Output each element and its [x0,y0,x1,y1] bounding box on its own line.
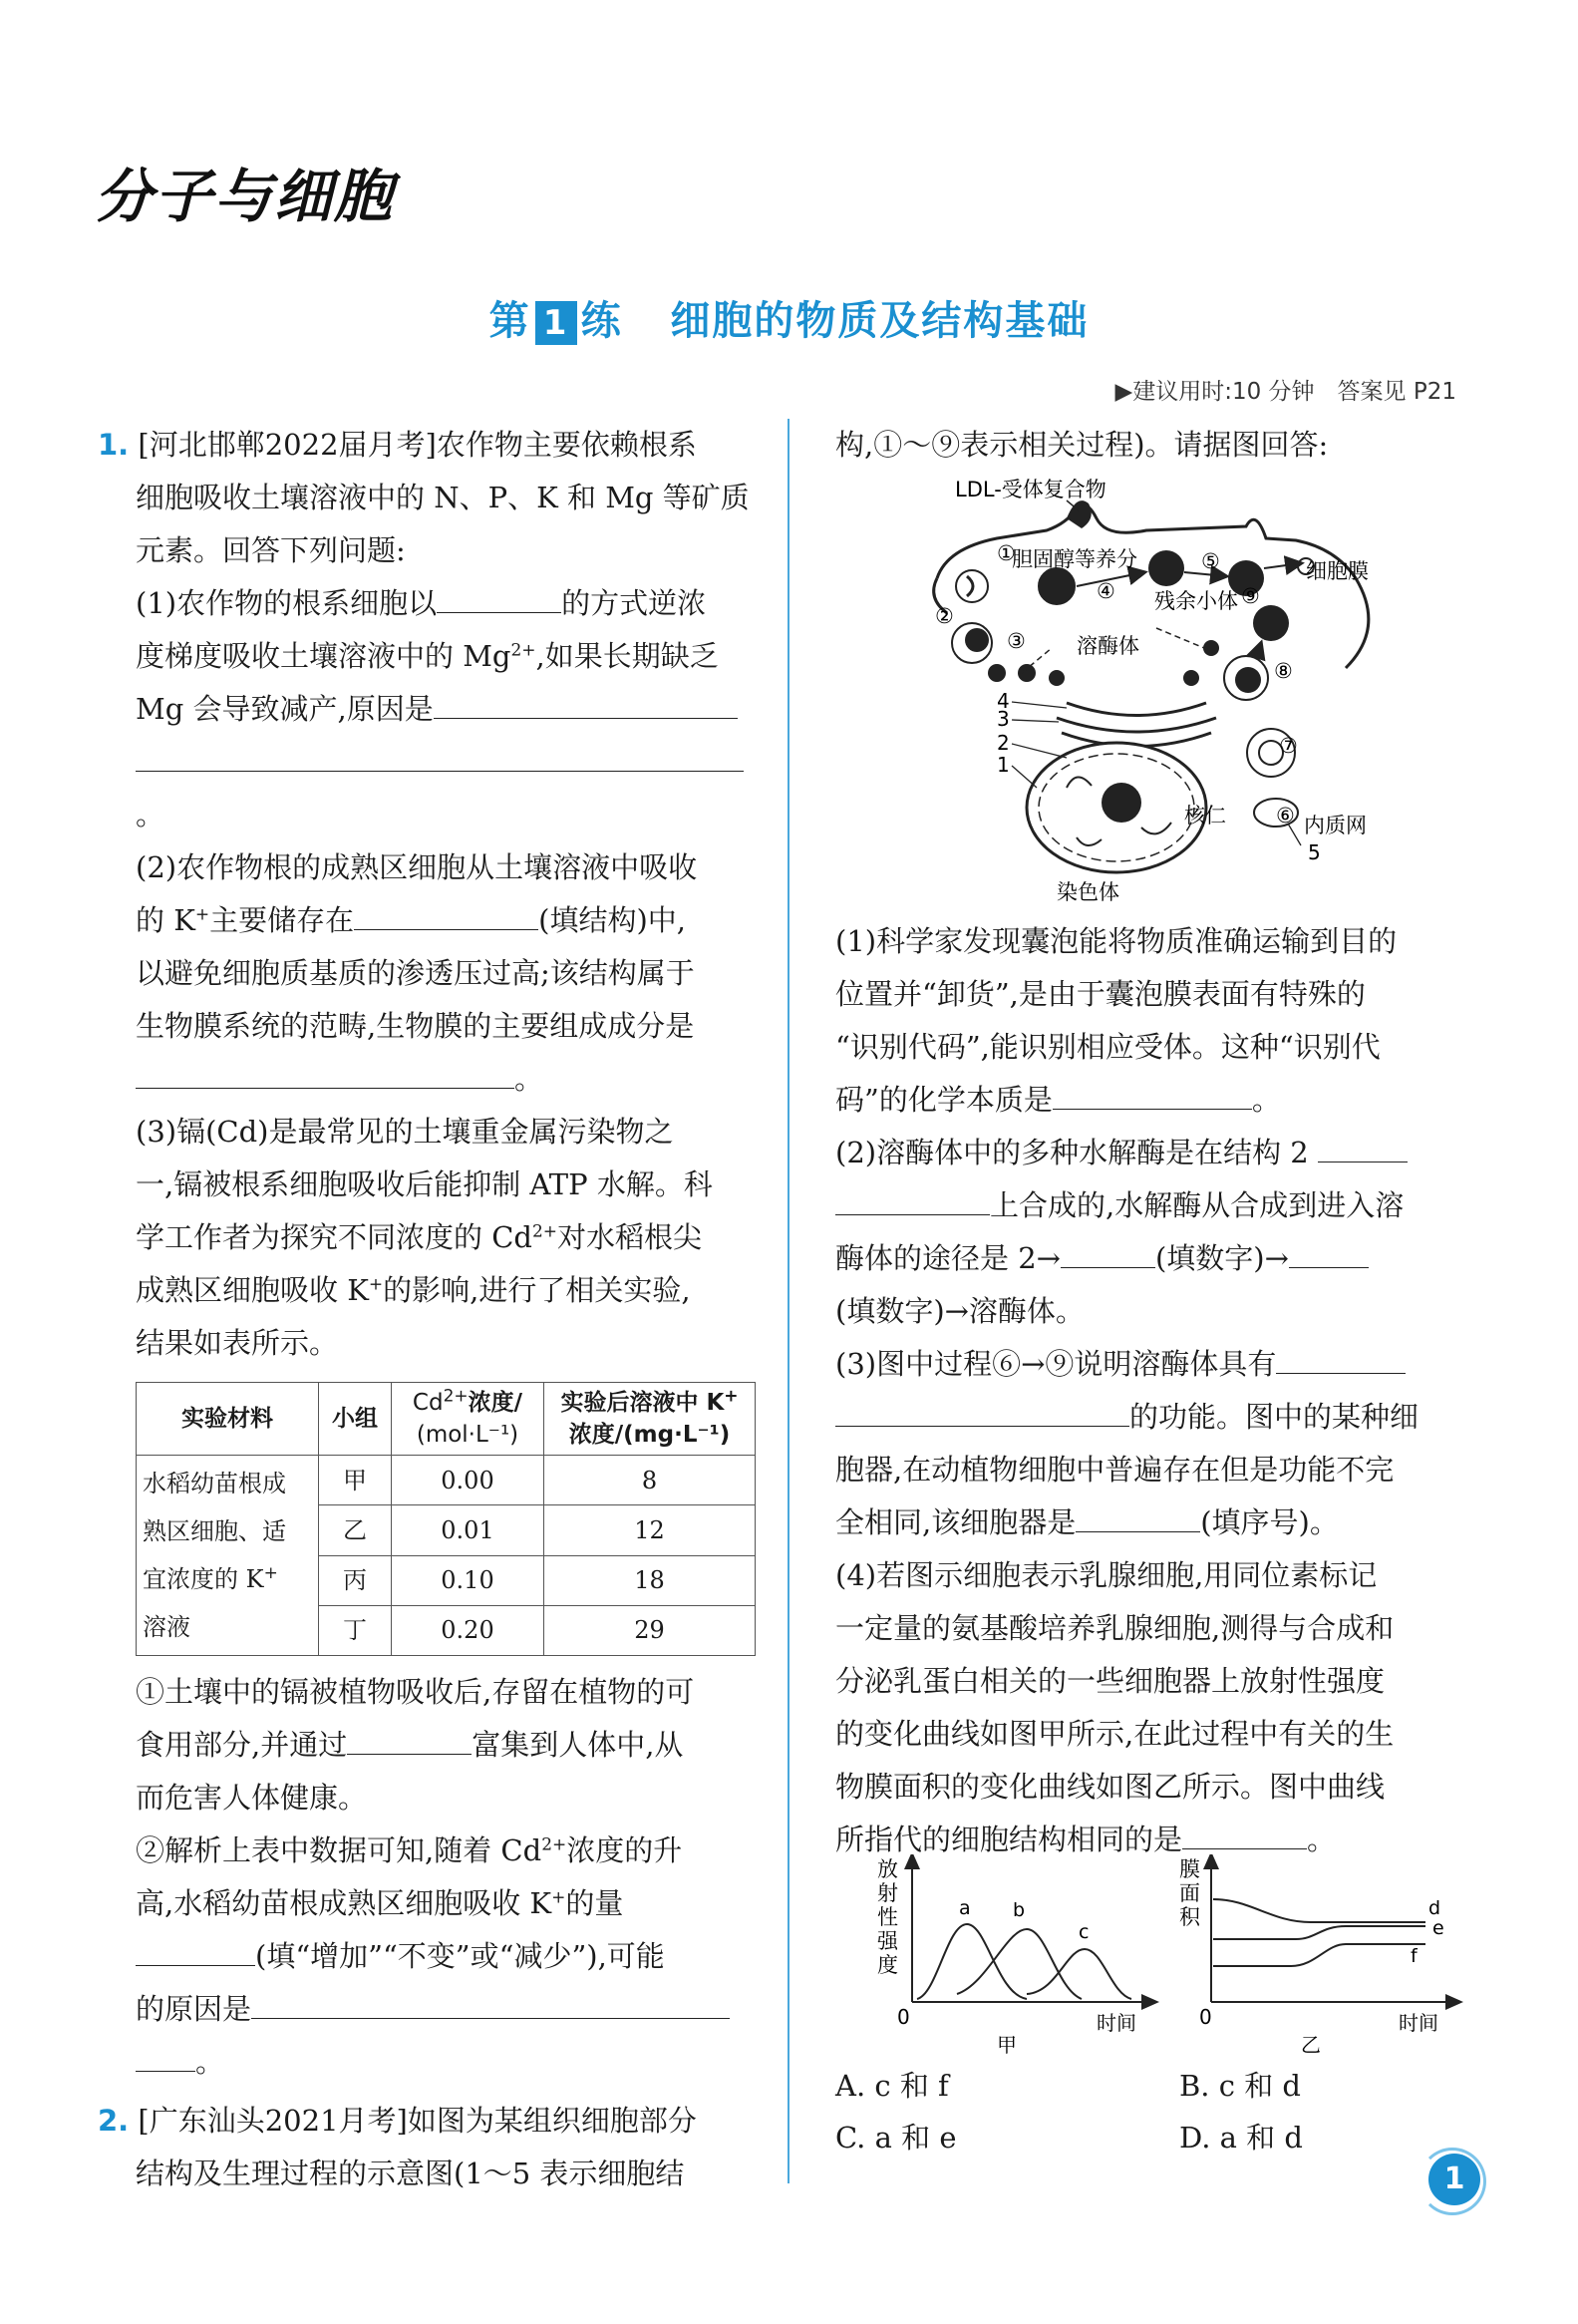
text-span: Mg 会导致减产,原因是 [136,692,434,726]
text-span: (2)溶酶体中的多种水解酶是在结构 2 [835,1136,1309,1169]
text-span: 的量 [565,1886,624,1920]
cell-diagram [917,469,1435,907]
label-chromosome: 染色体 [1057,880,1119,904]
group-cell: 乙 [319,1505,392,1555]
group-cell: 甲 [319,1456,392,1505]
option-c[interactable]: C. a 和 e [835,2121,957,2155]
chart-caption: 乙 [1301,2033,1321,2054]
superscript: + [368,1274,384,1295]
superscript: 2+ [510,640,536,661]
question-number: 1. [98,428,130,462]
text-line: 以避免细胞质基质的渗透压过高;该结构属于 [136,956,695,990]
label-n4: ④ [1097,579,1115,603]
question-number: 2. [98,2104,130,2138]
answer-blank[interactable] [1318,1132,1408,1162]
text-span: 码”的化学本质是 [835,1083,1053,1117]
text-span: 的影响,进行了相关实验, [383,1273,691,1307]
text-span: 上合成的,水解酶从合成到进入溶 [990,1188,1405,1222]
curve-label-d: d [1428,1897,1441,1919]
lesson-heading [0,289,1578,346]
label-n8: ⑧ [1274,659,1293,683]
text-line: 结果如表所示。 [136,1326,339,1360]
option-b[interactable]: B. c 和 d [1179,2069,1301,2103]
experiment-table [136,1382,756,1656]
label-er: 内质网 [1304,814,1367,837]
answer-blank[interactable] [354,899,538,930]
answer-blank[interactable] [1053,1079,1252,1110]
label-s5: 5 [1308,840,1321,864]
question-2-parts [835,915,1483,1866]
text-line: 元素。回答下列问题: [136,533,406,567]
chart-ylabel: 度 [877,1953,898,1977]
text-line: (4)若图示细胞表示乳腺细胞,用同位素标记 [835,1558,1378,1592]
text-span: 对水稻根尖 [557,1220,703,1254]
page-number: 1 [1428,2154,1480,2205]
chart-yi [1171,1854,1470,2054]
answer-blank[interactable] [835,1184,990,1215]
chart-xlabel: 时间 [1097,2011,1136,2035]
text-span: (3)图中过程⑥→⑨说明溶酶体具有 [835,1347,1277,1381]
chart-xlabel: 时间 [1399,2011,1438,2035]
label-residual: 残余小体 [1154,589,1238,613]
text-line: 分泌乳蛋白相关的一些细胞器上放射性强度 [835,1664,1386,1698]
label-n9: ⑨ [1241,584,1260,608]
question-1 [98,419,756,2200]
text-line: 构,①～⑨表示相关过程)。请据图回答: [835,428,1329,462]
label-s2: 2 [997,731,1010,755]
answer-blank[interactable] [136,2041,195,2072]
chart-caption: 甲 [997,2033,1017,2054]
question-2 [835,419,1483,472]
label-n6: ⑥ [1276,804,1295,828]
k-cell: 18 [544,1555,756,1605]
text-line: ①土壤中的镉被植物吸收后,存留在植物的可 [136,1675,695,1709]
superscript: 2+ [541,1834,567,1855]
curve-b [957,1929,1082,1999]
header-group: 小组 [319,1383,392,1456]
cd-cell: 0.20 [392,1605,544,1655]
answer-blank[interactable] [437,582,561,613]
curve-label-b: b [1013,1899,1026,1921]
text-span: 酶体的途径是 2→ [835,1241,1061,1275]
lesson-number: 1 [535,301,577,345]
answer-blank[interactable] [434,688,738,719]
label-cholesterol: 胆固醇等养分 [1012,547,1137,571]
chart-ylabel: 强 [877,1929,898,1953]
text-span: 。 [514,1062,544,1096]
text-span: 学工作者为探究不同浓度的 Cd [136,1220,532,1254]
answer-blank[interactable] [136,1058,514,1089]
text-line: (填数字)→溶酶体。 [835,1294,1085,1328]
chapter-title: 分子与细胞 [95,163,395,230]
text-span: 主要储存在 [209,903,355,937]
text-span: 的原因是 [136,1992,252,2026]
label-lysosome: 溶酶体 [1077,634,1139,658]
cd-cell: 0.00 [392,1456,544,1505]
superscript: 2+ [531,1221,558,1242]
text-span: 。 [1251,1083,1281,1117]
k-cell: 8 [544,1456,756,1505]
text-span: (填序号)。 [1200,1505,1339,1539]
curve-a [917,1924,1027,1999]
answer-blank[interactable] [1076,1501,1200,1532]
text-span: 。 [136,798,165,831]
chart-ylabel: 积 [1179,1905,1200,1929]
text-span: 的功能。图中的某种细 [1129,1400,1420,1434]
question-source: [广东汕头2021月考] [138,2104,408,2138]
table-header-row [137,1383,756,1456]
answer-blank[interactable] [1289,1237,1369,1268]
text-span: (1)农作物的根系细胞以 [136,586,438,620]
answer-blank[interactable] [835,1396,1129,1427]
label-s1: 1 [997,753,1010,777]
text-span: (填结构)中, [538,903,687,937]
group-cell: 丙 [319,1555,392,1605]
text-span: (填“增加”“不变”或“减少”),可能 [255,1939,665,1973]
curve-label-a: a [959,1897,971,1919]
answer-blank[interactable] [347,1724,472,1755]
curve-d [1213,1899,1425,1922]
chart-origin: 0 [897,2005,910,2029]
header-k: 实验后溶液中 K+ 浓度/(mg·L⁻¹) [544,1383,756,1456]
label-nucleolus: 核仁 [1184,804,1226,828]
label-n5: ⑤ [1201,549,1220,573]
text-span: 。 [1307,1823,1337,1856]
text-line: 细胞吸收土壤溶液中的 N、P、K 和 Mg 等矿质 [136,481,750,514]
text-line: 物膜面积的变化曲线如图乙所示。图中曲线 [835,1770,1386,1804]
text-line: 一,镉被根系细胞吸收后能抑制 ATP 水解。科 [136,1167,713,1201]
label-n7: ⑦ [1279,734,1298,758]
answer-blank[interactable] [1182,1819,1307,1849]
text-line: 胞器,在动植物细胞中普遍存在但是功能不完 [835,1453,1395,1487]
cd-cell: 0.10 [392,1555,544,1605]
label-membrane: 细胞膜 [1306,559,1369,583]
text-span: 全相同,该细胞器是 [835,1505,1077,1539]
question-source: [河北邯郸2022届月考] [138,428,437,462]
text-line: (1)科学家发现囊泡能将物质准确运输到目的 [835,924,1398,958]
text-span: (填数字)→ [1154,1241,1289,1275]
lesson-title: 细胞的物质及结构基础 [670,298,1090,344]
text-span: 富集到人体中,从 [472,1728,684,1762]
text-span: 浓度的升 [566,1833,683,1867]
text-span: 。 [195,2045,225,2079]
label-ldl: LDL-受体复合物 [955,478,1106,501]
material-cell: 水稻幼苗根成 熟区细胞、适 宜浓度的 K+ 溶液 [137,1456,319,1656]
text-span: ,如果长期缺乏 [535,639,719,673]
answer-blank[interactable] [136,1935,255,1966]
text-line: 生物膜系统的范畴,生物膜的主要组成成分是 [136,1009,695,1043]
chart-ylabel: 放 [877,1857,898,1881]
text-line: 如图为某组织细胞部分 [407,2104,697,2138]
ldl-complex-shape [1067,500,1092,528]
text-span: ②解析上表中数据可知,随着 Cd [136,1833,542,1867]
cell-membrane-shape [937,505,1369,668]
k-cell: 29 [544,1605,756,1655]
text-span: 所指代的细胞结构相同的是 [835,1823,1183,1856]
answer-blank[interactable] [1276,1343,1406,1374]
text-line: 农作物主要依赖根系 [436,428,697,462]
answer-blank[interactable] [136,741,744,772]
superscript: + [551,1887,566,1908]
text-line: 位置并“卸货”,是由于囊泡膜表面有特殊的 [835,977,1366,1011]
text-line: 结构及生理过程的示意图(1～5 表示细胞结 [136,2157,685,2190]
header-material: 实验材料 [137,1383,319,1456]
curve-f [1213,1944,1425,1966]
label-s3: 3 [997,707,1010,731]
text-line: (2)农作物根的成熟区细胞从土壤溶液中吸收 [136,850,698,884]
option-a[interactable]: A. c 和 f [835,2069,949,2103]
curve-e [1213,1926,1425,1939]
curve-label-e: e [1432,1917,1444,1939]
text-span: 度梯度吸收土壤溶液中的 Mg [136,639,511,673]
text-span: 高,水稻幼苗根成熟区细胞吸收 K [136,1886,552,1920]
option-d[interactable]: D. a 和 d [1179,2121,1303,2155]
text-line: 一定量的氨基酸培养乳腺细胞,测得与合成和 [835,1611,1395,1645]
chart-ylabel: 面 [1179,1881,1200,1905]
chart-ylabel: 射 [877,1881,898,1905]
table-row [137,1456,756,1505]
curve-label-c: c [1079,1921,1090,1943]
header-cd: $Cd^{2+}$浓度/ (mol·L⁻¹) [392,1383,544,1456]
group-cell: 丁 [319,1605,392,1655]
curve-label-f: f [1411,1945,1418,1967]
chart-ylabel: 膜 [1179,1857,1200,1881]
label-n2: ② [935,604,954,628]
chart-origin: 0 [1199,2005,1212,2029]
k-cell: 12 [544,1505,756,1555]
label-n1: ① [997,541,1016,565]
answer-blank[interactable] [251,1988,730,2019]
time-hint: ▶建议用时:10 分钟 答案见 P21 [1114,379,1456,405]
text-span: 的方式逆浓 [561,586,707,620]
text-span: 食用部分,并通过 [136,1728,348,1762]
cd-cell: 0.01 [392,1505,544,1555]
text-line: (3)镉(Cd)是最常见的土壤重金属污染物之 [136,1115,674,1149]
lesson-prefix: 第 [488,298,531,344]
lesson-suffix: 练 [580,298,623,344]
label-s4: 4 [997,689,1010,713]
chart-ylabel: 性 [877,1905,898,1929]
chart-jia [867,1854,1166,2054]
text-line: 而危害人体健康。 [136,1781,368,1815]
curve-c [1027,1949,1131,1999]
text-span: 的 K [136,903,195,937]
text-line: “识别代码”,能识别相应受体。这种“识别代 [835,1030,1381,1064]
answer-blank[interactable] [1061,1237,1155,1268]
text-line: 的变化曲线如图甲所示,在此过程中有关的生 [835,1717,1395,1751]
label-n3: ③ [1007,629,1026,653]
column-divider [788,419,789,2183]
text-span: 成熟区细胞吸收 K [136,1273,369,1307]
superscript: + [194,904,210,925]
